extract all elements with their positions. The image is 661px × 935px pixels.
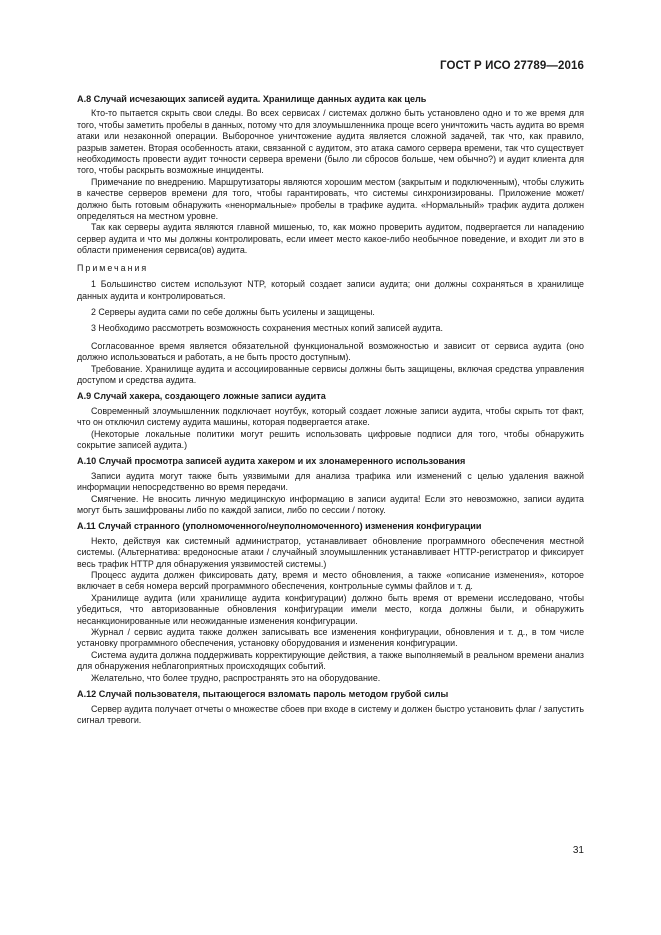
section-a9-paragraph: Современный злоумышленник подключает ноутбук, который создает ложные записи аудита, чтобы скрыть тот факт, что он отключил систему аудита машины, которая подвергается атаке.: [77, 405, 584, 428]
section-a8-paragraph: Примечание по внедрению. Маршрутизаторы являются хорошим местом (закрытым и подключенным), чтобы служить в качестве серверов времени для того, чтобы гарантировать, что системы синхронизированы. Приложение может/ должно быть готовым обнаружить «ненормальные» пробелы в трафике аудита. «Нормальный» трафик аудита должен определяться на местном уровне.: [77, 176, 584, 222]
section-a9-title: А.9 Случай хакера, создающего ложные записи аудита: [77, 391, 326, 402]
page-content: [77, 94, 584, 726]
section-a11-paragraph: Желательно, что более трудно, распространять это на оборудование.: [91, 672, 381, 683]
section-a10-paragraph: Записи аудита могут также быть уязвимыми для анализа трафика или изменений с целью удаления важной информации непосредственно во время передачи.: [77, 470, 584, 493]
section-a8-paragraph: Кто-то пытается скрыть свои следы. Во всех сервисах / системах должно быть установлено одно и то же время для того, чтобы заметить пробелы в данных, потому что для злоумышленника проще всего уничтожить часть аудита во время атаки или незаконной операции. Выборочное уничтожение аудита является сложной задачей, так что, как правило, разрыв заметен. Вторая особенность атаки, связанной с аудитом, это атака самого сервера времени, так что существует необходимость провести аудит точности сервера времени (было ли сбросов больше, чем обычно?) и аудит клиента для того, чтобы раскрыть возможные инциденты.: [77, 108, 584, 176]
section-a11-paragraph: Процесс аудита должен фиксировать дату, время и место обновления, а также «описание изменения», которое включает в себя номера версий программного обеспечения, контрольные суммы файлов и т. д.: [77, 570, 584, 592]
section-a9-paragraph: (Некоторые локальные политики могут решить использовать цифровые подписи для того, чтобы обнаружить сокрытие записей аудита.): [77, 428, 584, 450]
note-item: 1 Большинство систем используют NTP, который создает записи аудита; они должны сохраняться в хранилище данных аудита и контролироваться.: [77, 279, 584, 301]
note-item: 2 Серверы аудита сами по себе должны быть усилены и защищены.: [91, 306, 375, 317]
note-item: 3 Необходимо рассмотреть возможность сохранения местных копий записей аудита.: [91, 323, 443, 334]
section-a11-paragraph: Хранилище аудита (или хранилище аудита конфигурации) должно быть время от времени исследовано, чтобы убедиться, что авторизованные обновления конфигурации имели место, когда должны были, и обнаружить несанкционированные или неожиданные изменения конфигурации.: [77, 592, 584, 626]
page-number: 31: [572, 845, 584, 856]
section-a12-paragraph: Сервер аудита получает отчеты о множестве сбоев при входе в систему и должен быстро установить флаг / запустить сигнал тревоги.: [77, 703, 584, 725]
notes-title: Примечания: [77, 262, 149, 273]
section-a11-paragraph: Система аудита должна поддерживать корректирующие действия, а также выполняемый в реальном времени анализ для обнаружения неблагоприятных происходящих событий.: [77, 649, 584, 672]
section-a8-paragraph: Требование. Хранилище аудита и ассоциированные сервисы должны быть защищены, включая средства управления доступом и средства аудита.: [77, 363, 584, 385]
section-a8-paragraph: Так как серверы аудита являются главной мишенью, то, как можно проверить аудитом, подвергается ли нападению сервер аудита и что мы должны контролировать, если имеет место какое-либо необычное поведение, и входит ли это в области применения сервиса(ов) аудита.: [77, 222, 584, 256]
section-a11-title: А.11 Случай странного (уполномоченного/неуполномоченного) изменения конфигурации: [77, 521, 482, 532]
section-a12-title: А.12 Случай пользователя, пытающегося взломать пароль методом грубой силы: [77, 689, 449, 700]
section-a8-paragraph: Согласованное время является обязательной функциональной возможностью и зависит от сервиса аудита (оно должно использоваться и работать, а не быть просто доступным).: [77, 340, 584, 363]
section-a11-paragraph: Некто, действуя как системный администратор, устанавливает обновление программного обеспечения местной системы. (Альтернатива: вредоносные атаки / случайный злоумышленник устанавливает HTTP-регистратор и фиксирует весь трафик HTTP для обнаружения уязвимостей системы.): [77, 535, 584, 569]
document-header: ГОСТ Р ИСО 27789—2016: [439, 60, 584, 72]
section-a10-title: А.10 Случай просмотра записей аудита хакером и их злонамеренного использования: [77, 456, 466, 467]
section-a11-paragraph: Журнал / сервис аудита также должен записывать все изменения конфигурации, обновления и т. д., в том числе установку программного обеспечения, установку оборудования и изменения конфигурации.: [77, 627, 584, 649]
section-a8-title: А.8 Случай исчезающих записей аудита. Хранилище данных аудита как цель: [77, 94, 427, 104]
section-a10-paragraph: Смягчение. Не вносить личную медицинскую информацию в записи аудита! Если это невозможно, записи аудита могут быть зашифрованы либо по каждой записи, либо по сессии / потоку.: [77, 493, 584, 515]
